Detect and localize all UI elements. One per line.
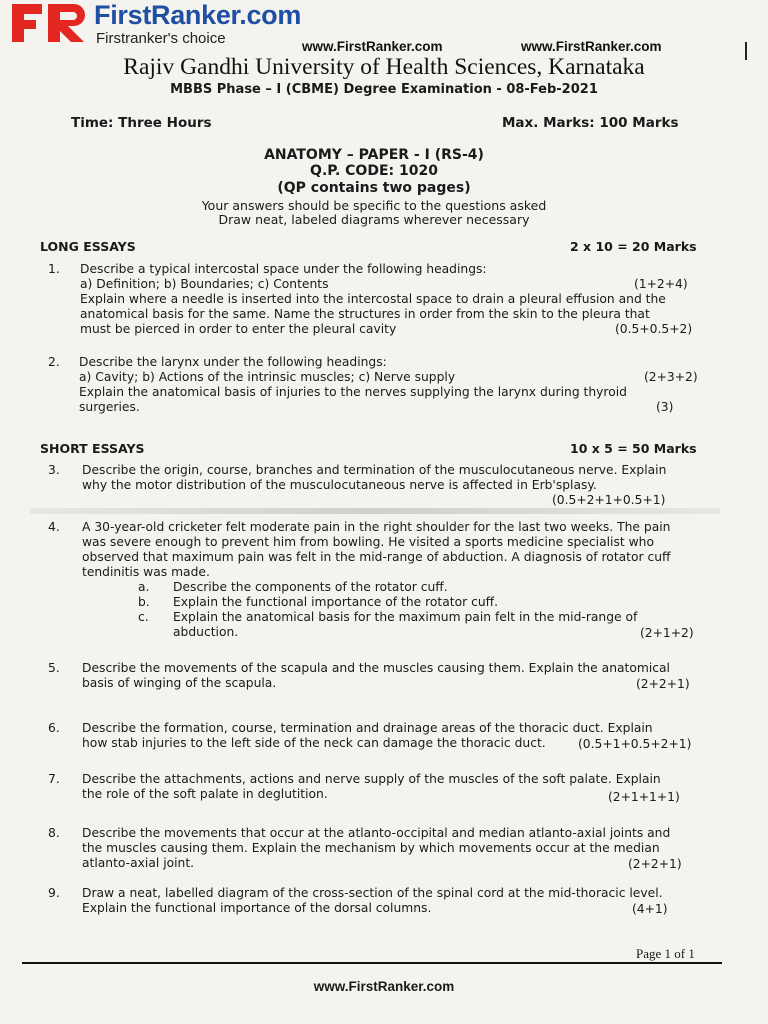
exam-duration: Time: Three Hours [71, 115, 212, 131]
paper-title: ANATOMY – PAPER - I (RS-4) [264, 147, 484, 163]
question-line: Describe the larynx under the following headings: [79, 355, 387, 369]
subpart-label: a. [138, 580, 150, 594]
question-line: the muscles causing them. Explain the mechanism by which movements occur at the median [82, 841, 660, 855]
question-line: atlanto-axial joint. [82, 856, 195, 870]
subpart-text: Describe the components of the rotator cuff. [173, 580, 448, 594]
question-3 [0, 463, 768, 509]
qp-pages-note: (QP contains two pages) [277, 180, 471, 196]
question-6 [0, 721, 768, 753]
footer-link[interactable]: www.FirstRanker.com [313, 979, 455, 994]
marks-split: (0.5+2+1+0.5+1) [552, 493, 666, 507]
subpart-label: c. [138, 610, 149, 624]
long-essays-header [0, 239, 768, 255]
university-name: Rajiv Gandhi University of Health Sciences, Karnataka [123, 54, 645, 80]
question-text [79, 355, 699, 415]
marks-split: (0.5+0.5+2) [615, 322, 693, 336]
section-marks: 10 x 5 = 50 Marks [570, 441, 697, 456]
marks-split: (0.5+1+0.5+2+1) [578, 737, 692, 751]
header-link-1[interactable]: www.FirstRanker.com [302, 39, 443, 54]
subpart-text: Explain the anatomical basis for the maximum pain felt in the mid-range of [173, 610, 638, 624]
question-line: the role of the soft palate in deglutition. [82, 787, 328, 801]
question-text [82, 463, 702, 493]
question-line: why the motor distribution of the musculocutaneous nerve is affected in Erb'splasy. [82, 478, 597, 492]
marks-split: (2+2+1) [636, 677, 690, 691]
marks-split: (2+2+1) [628, 857, 682, 871]
question-4 [0, 520, 768, 642]
question-line: tendinitis was made. [82, 565, 210, 579]
question-line: Describe the attachments, actions and nerve supply of the muscles of the soft palate. Explain [82, 772, 661, 786]
question-line: observed that maximum pain was felt in the mid-range of abduction. A diagnosis of rotator cuff [82, 550, 671, 564]
question-text [82, 826, 702, 871]
short-essays-header [0, 441, 768, 457]
question-line: anatomical basis for the same. Name the structures in order from the skin to the pleura that [80, 307, 650, 321]
question-line: was severe enough to prevent him from bowling. He visited a sports medicine specialist who [82, 535, 654, 549]
question-text [82, 520, 702, 580]
brand-tagline: Firstranker's choice [96, 30, 226, 47]
question-number: 3. [48, 463, 60, 477]
question-text [82, 886, 702, 916]
scan-smudge [30, 508, 720, 514]
question-line: surgeries. [79, 400, 140, 414]
subpart-text: abduction. [173, 625, 239, 639]
question-line: Draw a neat, labelled diagram of the cross-section of the spinal cord at the mid-thoracic level. [82, 886, 663, 900]
fr-logo-icon [12, 2, 88, 44]
exam-title: MBBS Phase – I (CBME) Degree Examination - 08-Feb-2021 [170, 82, 598, 97]
question-line: Describe the origin, course, branches and termination of the musculocutaneous nerve. Explain [82, 463, 667, 477]
page-number: Page 1 of 1 [636, 946, 695, 961]
question-number: 7. [48, 772, 60, 786]
marks-split: (2+1+1+1) [608, 790, 680, 804]
question-line: Explain the functional importance of the dorsal columns. [82, 901, 432, 915]
question-number: 6. [48, 721, 60, 735]
footer-rule [22, 962, 722, 964]
question-line: Describe the formation, course, termination and drainage areas of the thoracic duct. Explain [82, 721, 653, 735]
marks-split: (3) [656, 400, 674, 414]
marks-split: (4+1) [632, 902, 668, 916]
subpart-label: b. [138, 595, 150, 609]
question-line: a) Definition; b) Boundaries; c) Contents [80, 277, 329, 291]
question-1 [0, 262, 768, 338]
marks-split: (2+3+2) [644, 370, 698, 384]
question-line: Describe the movements that occur at the atlanto-occipital and median atlanto-axial joints and [82, 826, 671, 840]
question-number: 9. [48, 886, 60, 900]
marks-split: (1+2+4) [634, 277, 688, 291]
firstranker-logo[interactable] [12, 2, 312, 46]
question-line: Describe the movements of the scapula and the muscles causing them. Explain the anatomical [82, 661, 670, 675]
question-8 [0, 826, 768, 872]
max-marks: Max. Marks: 100 Marks [502, 115, 679, 131]
marks-split: (2+1+2) [640, 626, 694, 640]
question-line: Explain the anatomical basis of injuries to the nerves supplying the larynx during thyroid [79, 385, 627, 399]
question-5 [0, 661, 768, 693]
instruction-2: Draw neat, labeled diagrams wherever necessary [218, 212, 530, 227]
subpart-text: Explain the functional importance of the rotator cuff. [173, 595, 499, 609]
qp-code: Q.P. CODE: 1020 [310, 163, 438, 179]
question-text [80, 262, 700, 337]
question-line: Describe a typical intercostal space under the following headings: [80, 262, 487, 276]
section-heading: SHORT ESSAYS [40, 441, 145, 456]
question-text [82, 661, 702, 691]
question-line: a) Cavity; b) Actions of the intrinsic muscles; c) Nerve supply [79, 370, 456, 384]
question-number: 2. [48, 355, 60, 369]
question-line: Explain where a needle is inserted into the intercostal space to drain a pleural effusion and the [80, 292, 666, 306]
question-2 [0, 355, 768, 417]
section-marks: 2 x 10 = 20 Marks [570, 239, 697, 254]
question-9 [0, 886, 768, 918]
question-line: basis of winging of the scapula. [82, 676, 277, 690]
question-7 [0, 772, 768, 804]
question-number: 8. [48, 826, 60, 840]
question-number: 4. [48, 520, 60, 534]
question-number: 1. [48, 262, 60, 276]
header-link-2[interactable]: www.FirstRanker.com [521, 39, 662, 54]
brand-name: FirstRanker.com [94, 0, 302, 30]
question-line: A 30-year-old cricketer felt moderate pain in the right shoulder for the last two weeks. The pain [82, 520, 671, 534]
instruction-1: Your answers should be specific to the questions asked [201, 198, 547, 213]
section-heading: LONG ESSAYS [40, 239, 136, 254]
question-line: how stab injuries to the left side of the neck can damage the thoracic duct. [82, 736, 546, 750]
question-number: 5. [48, 661, 60, 675]
question-line: must be pierced in order to enter the pleural cavity [80, 322, 397, 336]
